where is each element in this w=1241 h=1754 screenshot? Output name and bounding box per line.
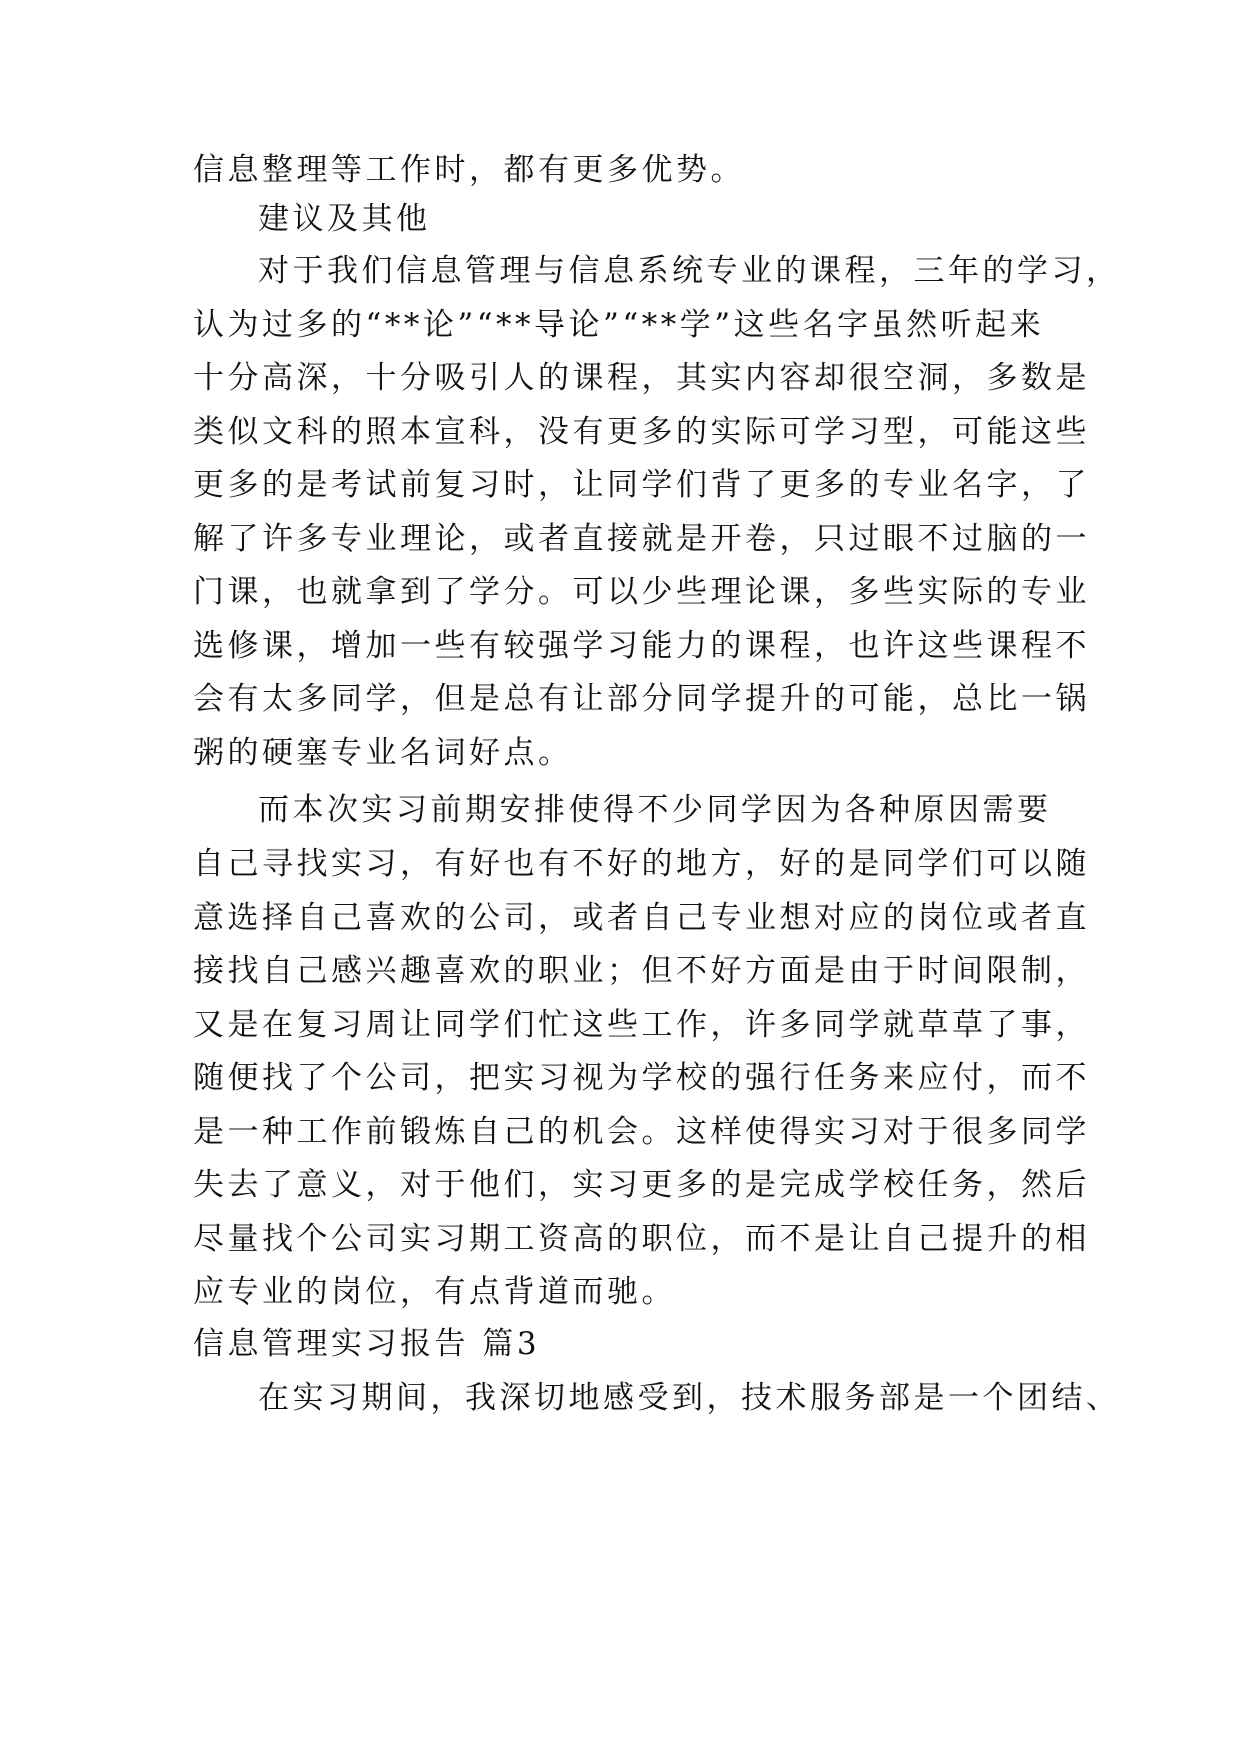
text-line-6: 类似文科的照本宣科，没有更多的实际可学习型，可能这些	[193, 414, 1090, 450]
text-line-20: 失去了意义，对于他们，实习更多的是完成学校任务，然后	[193, 1167, 1090, 1203]
text-line-10: 选修课，增加一些有较强学习能力的课程，也许这些课程不	[193, 628, 1090, 664]
text-line-22: 应专业的岗位，有点背道而驰。	[193, 1274, 676, 1310]
text-line-24: 在实习期间，我深切地感受到，技术服务部是一个团结、	[258, 1380, 1121, 1416]
text-line-5: 十分高深，十分吸引人的课程，其实内容却很空洞，多数是	[193, 360, 1090, 396]
text-line-21: 尽量找个公司实习期工资高的职位，而不是让自己提升的相	[193, 1221, 1090, 1257]
text-line-3: 对于我们信息管理与信息系统专业的课程，三年的学习，	[258, 253, 1121, 289]
report-title-part-3: 信息管理实习报告 篇3	[193, 1326, 541, 1362]
text-line-13: 而本次实习前期安排使得不少同学因为各种原因需要	[258, 792, 1052, 828]
text-line-14: 自己寻找实习，有好也有不好的地方，好的是同学们可以随	[193, 846, 1090, 882]
text-line-19: 是一种工作前锻炼自己的机会。这样使得实习对于很多同学	[193, 1114, 1090, 1150]
text-line-1: 信息整理等工作时，都有更多优势。	[193, 152, 745, 188]
text-line-11: 会有太多同学，但是总有让部分同学提升的可能，总比一锅	[193, 681, 1090, 717]
text-line-15: 意选择自己喜欢的公司，或者自己专业想对应的岗位或者直	[193, 900, 1090, 936]
text-line-17: 又是在复习周让同学们忙这些工作，许多同学就草草了事，	[193, 1007, 1090, 1043]
text-line-16: 接找自己感兴趣喜欢的职业；但不好方面是由于时间限制，	[193, 953, 1090, 989]
text-line-8: 解了许多专业理论，或者直接就是开卷，只过眼不过脑的一	[193, 521, 1090, 557]
section-heading-suggestions: 建议及其他	[258, 201, 431, 237]
text-line-18: 随便找了个公司，把实习视为学校的强行任务来应付，而不	[193, 1060, 1090, 1096]
text-line-12: 粥的硬塞专业名词好点。	[193, 735, 573, 771]
text-line-7: 更多的是考试前复习时，让同学们背了更多的专业名字，了	[193, 467, 1090, 503]
text-line-4: 认为过多的“**论”“**导论”“**学”这些名字虽然听起来	[193, 307, 1045, 343]
text-line-9: 门课，也就拿到了学分。可以少些理论课，多些实际的专业	[193, 574, 1090, 610]
